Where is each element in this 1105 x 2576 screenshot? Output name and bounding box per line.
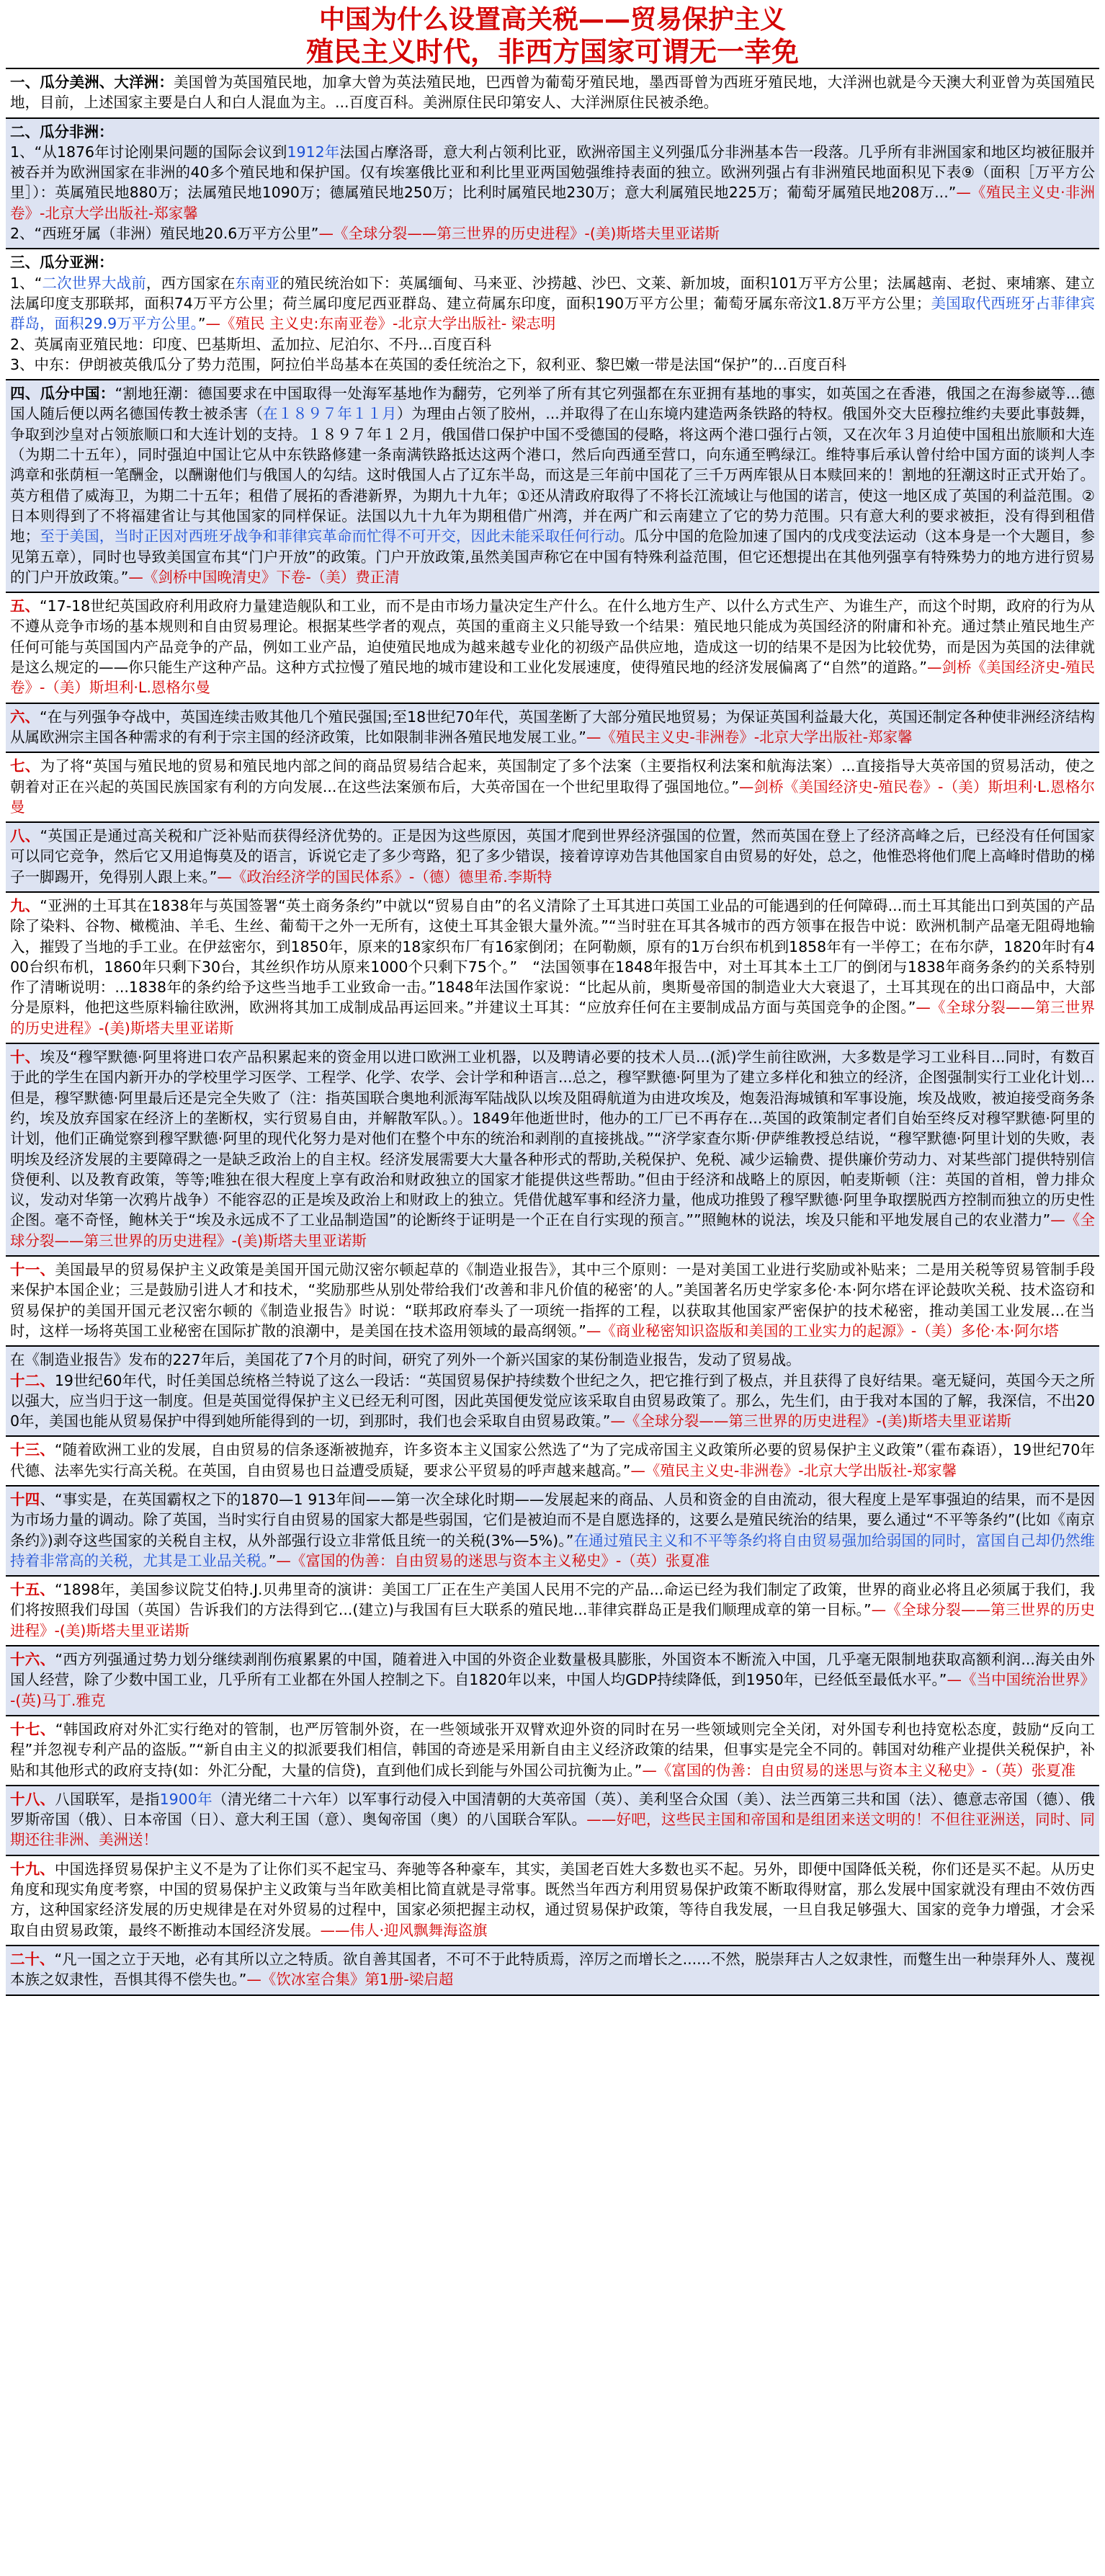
section-heading: 六、 (10, 708, 40, 726)
title-line-2: 殖民主义时代，非西方国家可谓无一幸免 (305, 36, 799, 68)
source-citation: —《政治经济学的国民体系》-（德）德里希.李斯特 (217, 868, 552, 886)
source-citation: —《饮冰室合集》第1册-梁启超 (246, 1971, 454, 1989)
paragraph (10, 223, 1095, 244)
section-heading: 十八、 (10, 1790, 55, 1808)
source-citation: —《殖民 主义史:东南亚卷》-北京大学出版社- 梁志明 (205, 315, 556, 333)
text-run: “韩国政府对外汇实行绝对的管制，也严厉管制外资，在一些领域张开双臂欢迎外资的同时在另一些领域则完全关闭，对外国专利也持宽松态度，鼓励“反向工程”并忽视专利产品的盗版。”“新自由主义的拟派要我们相信，韩国的奇迹是采用新自由主义经济政策的结果，但事实是完全不同的。韩国对幼稚产业提供关税保护，补贴和其他形式的政府支持(如：外汇分配，大量的信贷)，直到他们成长到能与外国公司抗衡为止。” (10, 1720, 1095, 1779)
paragraph (10, 142, 1095, 223)
section-heading: 十三、 (10, 1441, 55, 1459)
paragraph (10, 122, 1095, 142)
paragraph (10, 334, 1095, 355)
section-s8 (6, 821, 1099, 891)
section-s2 (6, 117, 1099, 249)
text-run: ，西方国家在 (146, 274, 236, 292)
source-citation: —《剑桥中国晚清史》下卷-（美）费正清 (128, 568, 400, 586)
section-heading: 十二、 (10, 1371, 55, 1389)
text-run: “割地狂潮：德国要求在中国取得一处海军基地作为翻劳，它列举了所有其它列强都在东亚拥有基地的事实，如英国之在香港，俄国之在海参崴等...德国人随后便以两名德国传教士被杀害（ (10, 385, 1096, 423)
section-heading: 十五、 (10, 1581, 55, 1599)
paragraph (10, 1440, 1095, 1481)
section-s6 (6, 703, 1099, 752)
section-s7 (6, 752, 1099, 821)
text-run: 在《制造业报告》发布的227年后，美国花了7个月的时间，研究了列外一个新兴国家的某份制造业报告，发动了贸易战。 (10, 1351, 801, 1369)
highlight-text: 美国取代西班牙占菲律宾群岛，面积29.9万平方公里。 (10, 294, 1096, 333)
text-run: 法国占摩洛哥，意大利占领利比亚，欧洲帝国主义列强瓜分非洲基本告一段落。几乎所有非洲国家和地区均被征服并被吞并为欧洲国家在非洲的40多个殖民地和保护国。仅有埃塞俄比亚和利比里亚两国勉强维持表面的独立。欧洲列强占有非洲殖民地面积见下表⑨（面积［万平方公里］）：英属殖民地880万；法属殖民地1090万；德属殖民地250万；比利时属殖民地230万；意大利属殖民地225万；葡萄牙属殖民地208万...” (10, 143, 1096, 202)
text-run: 1、“从1876年讨论刚果问题的国际会议到 (10, 143, 287, 161)
paragraph (10, 1260, 1095, 1341)
section-s13 (6, 1435, 1099, 1485)
section-s5 (6, 592, 1099, 702)
paragraph (10, 383, 1095, 587)
section-heading: 一、瓜分美洲、大洋洲： (10, 73, 174, 91)
section-s1 (6, 68, 1099, 117)
text-run: “17-18世纪英国政府利用政府力量建造舰队和工业，而不是由市场力量决定生产什么。在什么地方生产、以什么方式生产、为谁生产，而这个时期，政府的行为从不遵从竞争市场的基本规则和自由贸易理论。根据某些学者的观点，英国的重商主义只能导致一个结果：殖民地只能成为英国经济的附庸和补充。通过禁止殖民地生产任何可能与英国国内产品竞争的产品，例如工业产品，迫使殖民地成为越来越专业化的初级产品供应地，造成这一切的结果不是因为比较优势，而是因为英国的法律就是这么规定的——你只能生产这种产品。这种方式拉慢了殖民地的城市建设和工业化发展速度，使得殖民地的经济发展偏离了“自然”的道路。” (10, 597, 1096, 677)
section-heading: 十六、 (10, 1651, 55, 1669)
section-heading: 四、瓜分中国： (10, 385, 115, 403)
section-heading: 八、 (10, 827, 40, 845)
source-citation: —《殖民主义史·非洲卷》-北京大学出版社-郑家馨 (10, 184, 1095, 222)
text-run: ” (268, 1551, 277, 1569)
source-citation: —《富国的伪善：自由贸易的迷思与资本主义秘史》-（英）张夏准 (276, 1551, 710, 1569)
paragraph (10, 596, 1095, 698)
paragraph (10, 1949, 1095, 1990)
section-heading: 五、 (10, 597, 40, 615)
paragraph (10, 355, 1095, 375)
section-s16 (6, 1645, 1099, 1715)
text-run: 的殖民统治如下：英属缅甸、马来亚、沙捞越、沙巴、文莱、新加坡，面积101万平方公里；法属越南、老挝、柬埔寨、建立法属印度支那联邦，面积74万平方公里；荷兰属印度尼西亚群岛、建立荷属东印度，面积190万平方公里；葡萄牙属东帝汶1.8万平方公里； (10, 274, 1096, 312)
highlight-text: 在１８９７年１１月 (262, 405, 397, 423)
section-s20 (6, 1945, 1099, 1996)
paragraph (10, 756, 1095, 817)
paragraph (10, 1859, 1095, 1940)
section-s19 (6, 1855, 1099, 1945)
text-run: “1898年，美国参议院艾伯特.J.贝弗里奇的演讲：美国工厂正在生产美国人民用不完的产品...命运已经为我们制定了政策，世界的商业必将且必须属于我们，我们将按照我们母国（英国）告诉我们的方法得到它...(建立)与我国有巨大联系的殖民地...菲律宾群岛正是我们顺理成章的第一目标。” (10, 1581, 1096, 1619)
source-citation: —《富国的伪善：自由贸易的迷思与资本主义秘史》-（英）张夏准 (642, 1761, 1076, 1779)
page (6, 0, 1099, 1996)
text-run: “亚洲的土耳其在1838年与英国签署“英土商务条约”中就以“贸易自由”的名义清除了土耳其进口英国工业品的可能遇到的任何障碍...而土耳其能出口到英国的产品除了染料、谷物、橄榄油、羊毛、生丝、葡萄干之外一无所有，这使土耳其金银大量外流。”“当时驻在耳其各城市的西方领事在报告中说：欧洲机制产品毫无阻碍地输入，摧毁了当地的手工业。在伊兹密尔，到1850年，原来的18家织布厂有16家倒闭；在阿勒颇，原有的1万台织布机到1858年有一半停工；在布尔萨，1820年时有400台织布机，1860年只剩下30台，其丝织作坊从原来1000个只剩下75个。” “法国领事在1848年报告中，对土耳其本土工厂的倒闭与1838年商务条约的关系特别作了清晰说明：...1838年的条约给予这些当地手工业致命一击。”1848年法国作家说：“比起从前，奥斯曼帝国的制造业大大衰退了，土耳其现在的出口商品中，大部分是原料，他把这些原料输往欧洲，欧洲将其加工成制成品再运回来。”并建议土耳其：“应放弃任何在主要制成品方面与英国竞争的企图。” (10, 896, 1095, 1017)
section-s10 (6, 1043, 1099, 1255)
section-heading: 七、 (10, 757, 40, 775)
text-run: 。瓜分中国的危险加速了国内的戊戌变法运动（这本身是一个大题目，参见第五章），同时也导致美国宣布其“门户开放”的政策。门户开放政策,虽然美国声称它在中国有特殊利益范围，但它还想提出在其他列强享有特殊势力的地方进行贸易的门户开放政策。” (10, 527, 1096, 586)
section-s12 (6, 1345, 1099, 1435)
title-line-1: 中国为什么设置高关税——贸易保护主义 (318, 5, 786, 35)
paragraph (10, 252, 1095, 272)
paragraph (10, 1350, 1095, 1370)
section-heading: 九、 (10, 896, 40, 914)
paragraph (10, 826, 1095, 887)
text-run: （清光绪二十六年）以军事行动侵入中国清朝的大英帝国（英）、美利坚合众国（美）、法兰西第三共和国（法）、德意志帝国（德）、俄罗斯帝国（俄）、日本帝国（日）、意大利王国（意）、奥匈帝国（奥）的八国联合军队。 (10, 1790, 1096, 1829)
section-s9 (6, 891, 1099, 1043)
source-citation: —《当中国统治世界》-(英)马丁.雅克 (10, 1671, 1095, 1709)
text-run: 八国联军，是指 (55, 1790, 160, 1808)
text-run: ）为理由占领了胶州，...并取得了在山东境内建造两条铁路的特权。俄国外交大臣穆拉维约夫要此事鼓舞，争取到沙皇对占领旅顺口和大连计划的支持。１８９７年１２月，俄国借口保护中国不受德国的侵略，将这两个港口强行占领，又在次年３月迫使中国租出旅顺和大连（为期二十五年），同时强迫中国让它从中东铁路修建一条南满铁路抵达这两个港口，然后向西通至营口，向东通至鸭绿江。维特事后承认曾付给中国方面的谈判人李鸿章和张荫桓一笔酬金，以酬谢他们与俄国人的勾结。这时俄国人占了辽东半岛，而这是三年前中国花了三千万两库银从日本赎回来的！割地的狂潮这时正式开始了。英方租借了威海卫，为期二十五年；租借了展拓的香港新界，为期九十九年；①还从清政府取得了不将长江流域让与他国的诺言，使这一地区成了英国的利益范围。②日本则得到了不将福建省让与其他国家的同样保证。法国以九十九年为期租借广州湾，并在两广和云南建立了它的势力范围。只有意大利的要求被拒，没有得到租借地； (10, 405, 1096, 545)
text-run: 美国最早的贸易保护主义政策是美国开国元勋汉密尔顿起草的《制造业报告》，其中三个原则：一是对美国工业进行奖励或补贴来；二是用关税等贸易管制手段来保护本国企业；三是鼓励引进人才和技术，“奖励那些从别处带给我们‘改善和非凡价值的秘密’的人。”美国著名历史学家多伦·本·阿尔塔在评论鼓吹关税、技术盗窃和贸易保护的美国开国元老汉密尔顿的《制造业报告》时说：“联邦政府奉头了一项统一指挥的工程，以获取其他国家严密保护的技术秘密，推动美国工业发展...在当时，这样一场将英国工业秘密在国际扩散的浪潮中，是美国在技术盗用领域的最高纲领。” (10, 1261, 1096, 1340)
section-heading: 十四 (10, 1491, 40, 1508)
text-run: 为了将“英国与殖民地的贸易和殖民地内部之间的商品贸易结合起来，英国制定了多个法案（主要指权利法案和航海法案）...直接指导大英帝国的贸易活动，使之朝着对正在兴起的英国民族国家有利的方向发展...在这些法案颁布后，大英帝国在一个世纪里取得了强国地位。” (10, 757, 1096, 795)
section-s15 (6, 1575, 1099, 1645)
paragraph (10, 273, 1095, 334)
highlight-text: 1912年 (287, 143, 340, 161)
source-citation: —《商业秘密知识盗版和美国的工业实力的起源》-（美）多伦·本·阿尔塔 (586, 1322, 1059, 1340)
source-citation: —《全球分裂——第三世界的历史进程》-(美)斯塔夫里亚诺斯 (10, 1601, 1095, 1639)
paragraph (10, 1047, 1095, 1251)
source-citation: —剑桥《美国经济史-殖民卷》-（美）斯坦利·L.恩格尔曼 (10, 777, 1095, 816)
source-citation: ——伟人·迎风飘舞海盗旗 (320, 1921, 488, 1939)
sections-container (6, 68, 1099, 1996)
highlight-text: 东南亚 (235, 274, 280, 292)
source-citation: —《殖民主义史-非洲卷》-北京大学出版社-郑家馨 (586, 728, 913, 746)
text-run: “西方列强通过势力划分继续剥削伤痕累累的中国，随着进入中国的外资企业数量极具膨胀，外国资本不断流入中国，几乎毫无限制地获取高额利润...海关由外国人经营，除了少数中国工业，几乎所有工业都在外国人控制之下。自1820年以来，中国人均GDP持续降低，到1950年，已经低至最低水平。” (10, 1651, 1096, 1689)
section-s11 (6, 1255, 1099, 1345)
paragraph (10, 1371, 1095, 1432)
source-citation: ——好吧，这些民主国和帝国和是组团来送文明的！不但往亚洲送，同时、同期还往非洲、美洲送！ (10, 1811, 1096, 1849)
paragraph (10, 1649, 1095, 1711)
paragraph (10, 72, 1095, 113)
paragraph (10, 707, 1095, 748)
paragraph (10, 1719, 1095, 1781)
section-heading: 二、瓜分非洲： (10, 122, 114, 141)
source-citation: —《殖民主义史-非洲卷》-北京大学出版社-郑家馨 (630, 1461, 957, 1479)
text-run: “英国正是通过高关税和广泛补贴而获得经济优势的。正是因为这些原因，英国才爬到世界经济强国的位置，然而英国在登上了经济高峰之后，已经没有任何国家可以同它竞争，然后它又用追悔莫及的语言，诉说它走了多少弯路，犯了多少错误，接着谆谆劝告其他国家自由贸易的好处，总之，他惟恐将他们爬上高峰时借助的梯子一脚踢开，免得别人跟上来。” (10, 827, 1095, 886)
text-run: 埃及“穆罕默德·阿里将进口农产品积累起来的资金用以进口欧洲工业机器，以及聘请必要的技术人员...(派)学生前往欧洲，大多数是学习工业科目...同时，有数百于此的学生在国内新开办的学校里学习医学、工程学、化学、农学、会计学和种语言...总之，穆罕默德·阿里为了建立多样化和独立的经济，企图强制实行工业化计划...但是，穆罕默德·阿里最后还是完全失败了（注：指英国联合奥地利派海军陆战队以埃及阻碍航道为由进攻埃及，炮轰沿海城镇和军事设施，埃及战败，被迫接受商务条约，埃及放弃国家在经济上的垄断权，实行贸易自由，并解散军队。）。1849年他逝世时，他办的工厂已不再存在...英国的政策制定者们自始至终反对穆罕默德·阿里的计划，他们正确觉察到穆罕默德·阿里的现代化努力是对他们在整个中东的统治和剥削的直接挑战。”“济学家查尔斯·伊萨维教授总结说，“穆罕默德·阿里计划的失败，表明埃及经济发展的主要障碍之一是缺乏政治上的自主权。经济发展需要大大量各种形式的帮助,关税保护、免税、减少运输费、提供廉价劳动力、对某些部门提供特别信贷便利、以及教育政策，等等;唯独在很大程度上享有政治和财政独立的国家才能提供这些帮助。”但由于经济和战略上的原因，帕麦斯顿（注：英国的首相，曾力排众议，发动对华第一次鸦片战争）不能容忍的正是埃及政治上和财政上的独立。凭借优越军事和经济力量，他成功推毁了穆罕默德·阿里争取摆脱西方控制而独立的历史性企图。毫不奇怪，鲍林关于“埃及永远成不了工业品制造国”的论断终于证明是一个正在自行实现的预言。””照鲍林的说法，埃及只能和平地发展自己的农业潜力” (10, 1048, 1095, 1229)
highlight-text: 在通过殖民主义和不平等条约将自由贸易强加给弱国的同时，富国自己却仍然维持着非常高的关税，尤其是工业品关税。 (10, 1531, 1095, 1569)
text-run: 3、中东：伊朗被英俄瓜分了势力范围，阿拉伯半岛基本在英国的委任统治之下，叙利亚、黎巴嫩一带是法国“保护”的...百度百科 (10, 355, 846, 373)
section-heading: 十、 (10, 1048, 40, 1066)
section-s14 (6, 1485, 1099, 1575)
paragraph (10, 1789, 1095, 1850)
text-run: 、“事实是，在英国霸权之下的1870—1 913年间——第一次全球化时期——发展起来的商品、人员和资金的自由流动，很大程度上是军事强迫的结果，而不是因为市场力量的调动。除了英国，当时实行自由贸易的国家大都是些弱国，它们是被迫而不是自愿选择的，这要么是殖民统治的结果，要么通过“不平等条约”(比如《南京条约》)剥夺这些国家的关税自主权，从外部强行设立非常低且统一的关税(3%—5%)。” (10, 1491, 1096, 1549)
text-run: “随着欧洲工业的发展，自由贸易的信条逐渐被抛弃，许多资本主义国家公然选了“为了完成帝国主义政策所必要的贸易保护主义政策”（霍布森语），19世纪70年代德、法率先实行高关税。在英国，自由贸易也日益遭受质疑，要求公平贸易的呼声越来越高。” (10, 1441, 1096, 1479)
highlight-text: 二次世界大战前 (42, 274, 146, 292)
text-run: 中国选择贸易保护主义不是为了让你们买不起宝马、奔驰等各种豪车，其实，美国老百姓大多数也买不起。另外，即便中国降低关税，你们还是买不起。从历史角度和现实角度考察，中国的贸易保护主义政策与当年欧美相比简直就是寻常事。既然当年西方利用贸易保护政策不断取得财富，那么发展中国家就没有理由不效仿西方，这种国家经济发展的历史规律是在对外贸易的过程中，国家必须把握主动权，通过贸易保护政策，等待自我发展，一旦自我足够强大、国家的竞争力增强，才会采取自由贸易政策，最终不断推动本国经济发展。 (10, 1860, 1096, 1939)
section-s17 (6, 1715, 1099, 1785)
text-run: “在与列强争夺战中，英国连续击败其他几个殖民强国;至18世纪70年代，英国垄断了大部分殖民地贸易；为保证英国利益最大化，英国还制定各种使非洲经济结构从属欧洲宗主国各种需求的有利于宗主国的经济政策，比如限制非洲各殖民地发展工业。” (10, 708, 1096, 746)
text-run: 1、“ (10, 274, 42, 292)
paragraph (10, 1579, 1095, 1641)
source-citation: —《全球分裂——第三世界的历史进程》-(美)斯塔夫里亚诺斯 (10, 1211, 1095, 1249)
document-title (6, 4, 1099, 68)
text-run: 2、英属南亚殖民地：印度、巴基斯坦、孟加拉、尼泊尔、不丹...百度百科 (10, 335, 492, 353)
source-citation: —剑桥《美国经济史-殖民卷》-（美）斯坦利·L.恩格尔曼 (10, 659, 1095, 697)
highlight-text: 至于美国，当时正因对西班牙战争和菲律宾革命而忙得不可开交，因此未能采取任何行动 (40, 527, 619, 545)
section-heading: 十九、 (10, 1860, 55, 1878)
paragraph (10, 896, 1095, 1038)
section-heading: 十七、 (10, 1720, 55, 1738)
source-citation: —《全球分裂——第三世界的历史进程》-(美)斯塔夫里亚诺斯 (610, 1412, 1011, 1430)
text-run: 2、“西班牙属（非洲）殖民地20.6万平方公里” (10, 225, 319, 243)
section-s18 (6, 1785, 1099, 1855)
text-run: 美国曾为英国殖民地，加拿大曾为英法殖民地，巴西曾为葡萄牙殖民地，墨西哥曾为西班牙殖民地，大洋洲也就是今天澳大利亚曾为英国殖民地，目前，上述国家主要是白人和白人混血为主。...百度百科。美洲原住民印第安人、大洋洲原住民被杀绝。 (10, 73, 1095, 112)
text-run: ” (197, 315, 206, 333)
section-heading: 二十、 (10, 1950, 55, 1968)
section-heading: 十一、 (10, 1261, 55, 1279)
text-run: 19世纪60年代，时任美国总统格兰特说了这么一段话：“英国贸易保护持续数个世纪之久，把它推行到了极点，并且获得了良好结果。毫无疑问，英国今天之所以强大，应当归于这一制度。但是英国觉得保护主义已经无利可图，因此英国便发觉应该采取自由贸易政策了。那么，先生们，由于我对本国的了解，我深信，不出200年，美国也能从贸易保护中得到她所能得到的一切，到那时，我们也会采取自由贸易政策。” (10, 1371, 1095, 1430)
source-citation: —《全球分裂——第三世界的历史进程》-(美)斯塔夫里亚诺斯 (10, 999, 1096, 1037)
source-citation: —《全球分裂——第三世界的历史进程》-(美)斯塔夫里亚诺斯 (318, 225, 720, 243)
section-s3 (6, 248, 1099, 379)
text-run: “凡一国之立于天地，必有其所以立之特质。欲自善其国者，不可不于此特质焉，淬厉之而增长之......不然，脱崇拜古人之奴隶性，而蹩生出一种崇拜外人、蔑视本族之奴隶性，吾惧其得不偿失也。” (10, 1950, 1096, 1989)
highlight-text: 1900年 (159, 1790, 212, 1808)
section-heading: 三、瓜分亚洲： (10, 254, 114, 272)
section-s4 (6, 379, 1099, 592)
paragraph (10, 1489, 1095, 1571)
